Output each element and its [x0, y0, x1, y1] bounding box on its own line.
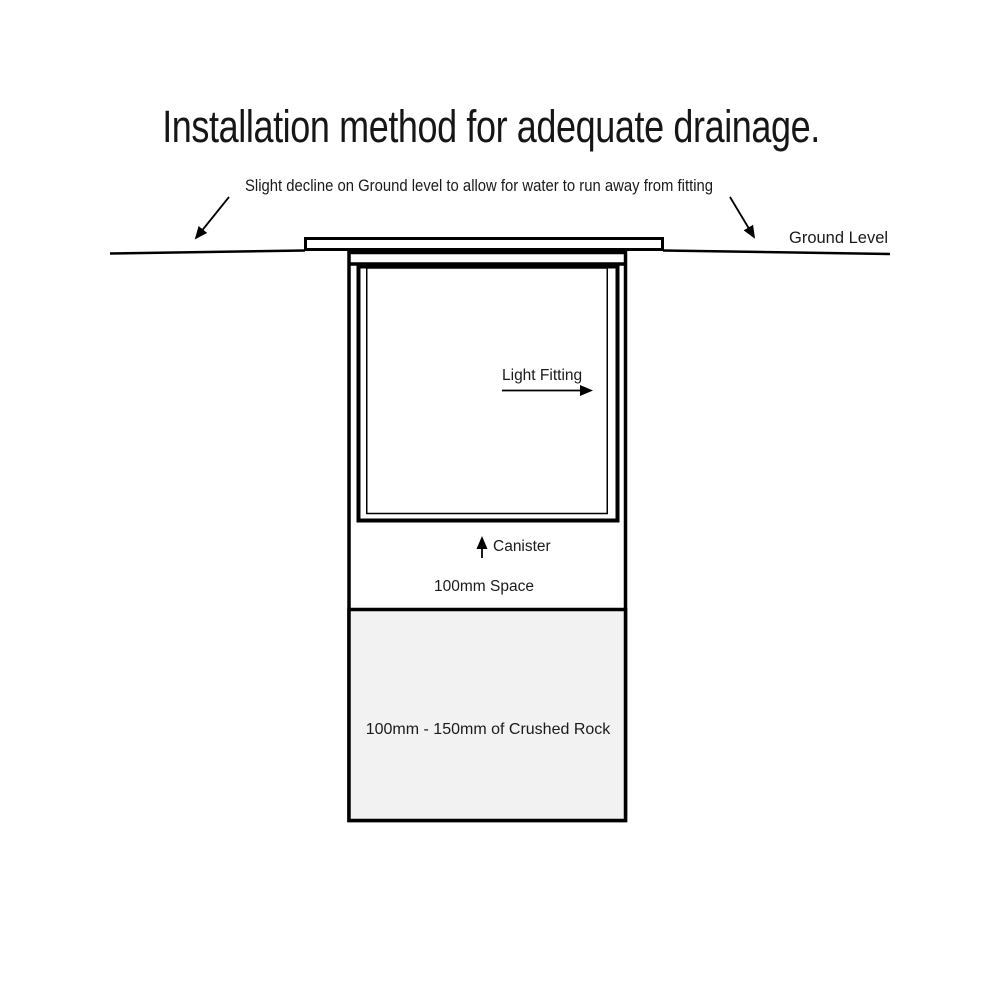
crushed-rock-area — [349, 610, 626, 821]
ground-line-left — [110, 251, 305, 254]
page-title — [0, 101, 982, 153]
ground-level-label: Ground Level — [789, 229, 889, 247]
page-title-text: Installation method for adequate drainage. — [162, 101, 820, 152]
ground-line-right — [663, 251, 890, 255]
decline-note-text: Slight decline on Ground level to allow for water to run away from fitting — [244, 177, 713, 195]
decline-left-arrow-icon — [196, 197, 229, 238]
light-fitting-label: Light Fitting — [502, 367, 583, 384]
light-fitting-outer — [359, 267, 618, 521]
surface-lid — [306, 239, 663, 250]
decline-note — [0, 177, 958, 196]
crushed-rock-label: 100mm - 150mm of Crushed Rock — [365, 721, 611, 738]
decline-right-arrow-icon — [730, 197, 754, 237]
space-label: 100mm Space — [434, 578, 534, 595]
canister-label: Canister — [493, 538, 551, 555]
